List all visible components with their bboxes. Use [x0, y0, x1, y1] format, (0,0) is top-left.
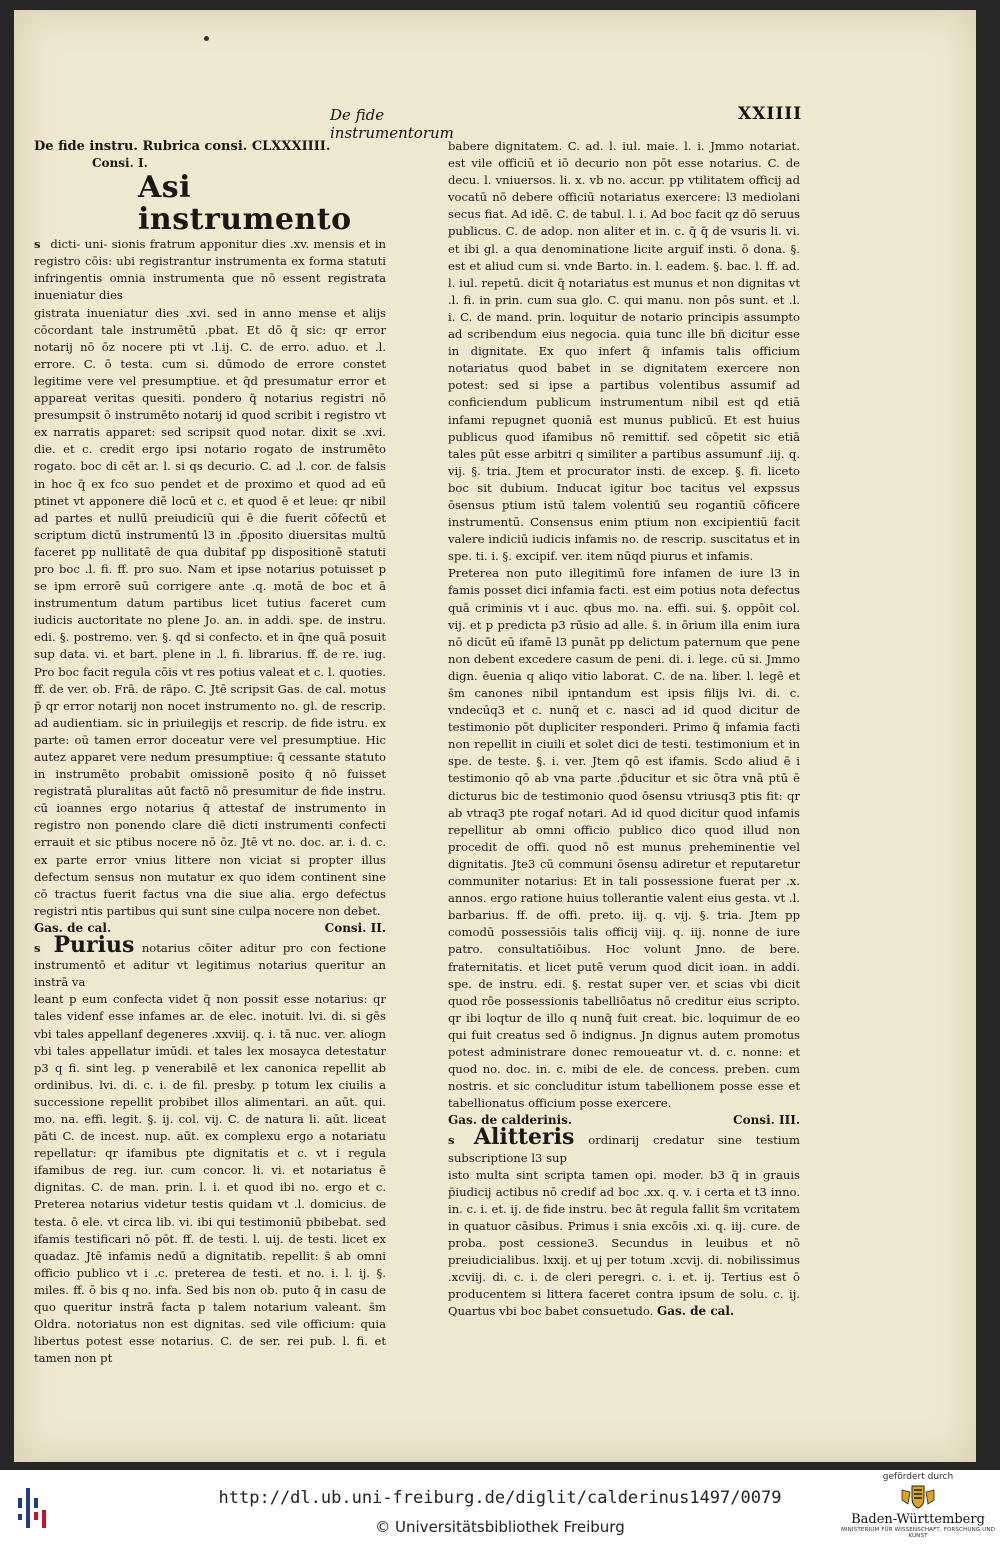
book-page — [14, 10, 976, 1462]
consilium-heading-3: Consi. III. — [733, 1113, 800, 1128]
sponsor-ministry: MINISTERIUM FÜR WISSENSCHAFT, FORSCHUNG UND KUNST — [840, 1527, 996, 1539]
paragraph-left-2: leant p eum confecta videt q̄ non possit esse notarius: qr tales videnf esse infames ar. de elec. inotuit. lvi. di. si gēs vbi tales appellanf degeneres .xxviij. q. i. tā nuc. ver. aliogn vbi tales appellatur imūdi. et tales lex mosayca detestatur p3 q fi. sint leg. p venerabilē et lex canonica repellit ab ordinibus. lvi. di. c. i. de fil. presby. p totum lex ciuilis a successione repellit probibet illos alimentari. an aūt. qui. mo. na. effi. legit. §. ij. col. vij. C. de natura li. aūt. liceat pāti C. de incest. nup. aūt. ex complexu ergo a notariatu repellatur: qr ifamibus pte dignitatis et c. vt i regula ifamibus de reg. iur. cum concor. li. vi. et notariatus ē dignitas. C. de man. prin. l. i. et quod ibi no. ergo et c. Preterea notarius videtur testis quidam vt .l. domicius. de testa. ō ele. vt circa lib. vi. ibi qui testimoniū pbibebat. sed ifamis testificari nō pōt. ff. de testi. l. uij. de testi. licet ex quadaz. Jtē infamis nedū a dignitatib. repellit: s̄ ab omni officio publico vt i .c. preterea de testi. et no. i. l. ij. §. miles. ff. ō bis q no. infa. Sed bis non ob. puto q̄ in casu de quo queritur instrā facta p talem notarium valeant. s̄m Oldra. notoriatus non est dignitas. sed vile officium: quia libertus potest esse notarius. C. de ser. rei pub. l. fi. et tamen non pt — [34, 992, 386, 1366]
consilium-heading-1: Consi. I. — [92, 156, 148, 171]
initial-heading-2: Purius — [53, 932, 135, 959]
paragraph-right-3-head: ordinarij credatur sine testium subscriptione l3 sup — [448, 1133, 801, 1165]
paragraph-left-2-head: notarius cōiter aditur pro con fectione instrumentō et aditur vt legitimus notarius queritur an instrā va — [34, 941, 386, 990]
footer-bar — [0, 1470, 1000, 1544]
signature-1: Gas. de cal. — [34, 920, 112, 935]
marginal-mark-1: s — [34, 237, 41, 252]
left-column — [34, 138, 386, 1367]
permalink-url[interactable]: http://dl.ub.uni-freiburg.de/diglit/calderinus1497/0079 — [218, 1488, 782, 1508]
page-hole — [204, 36, 209, 41]
paragraph-left-1: gistrata inueniatur dies .xvi. sed in anno mense et alijs cōcordant tale instrumētū .pbat. Et dō q̄ sic: qr error notarij nō ōz nocere pti vt .l.ij. C. de erro. aduo. et .l. errore. C. ō testa. cum si. dūmodo de errore constet legitime vere vel presumptiue. et q̄d presumatur error et appareat veritas quesiti. pondero q̄ notarius registri nō presumpsit ō instrumēto notarij id quod scribit i registro vt ex narratis apparet: sed scripsit quod notar. dixit se .xvi. die. et c. credit ergo ipsi notario rogato de instrumēto rogato. boc di cēt ar. l. si qs decurio. C. ad .l. cor. de falsis in hoc q̄ ex fco suo pendet et de proximo et quod ad eū ptinet vt apponere diē locū et c. et quod ē et leue: qr nibil ad partes et nullū preiudiciū qui ē die fuerit cōfectū et scriptum dictū instrumentū l3 in .p̄posito diuersitas multū faceret pp nullitatē de qua dubitaf pp dispositionē statuti pro boc .l. fi. ff. pro suo. Nam et ipse notarius potuisset p se ipm errorē suū corrigere ante .q. motā de boc et ā instrumentum datum partibus licet tutius faceret cum iudicis auctoritate no plene Jo. an. in addi. spe. de instru. edi. §. postremo. ver. §. qd si confecto. et in q̄ne quā posuit sup data. vi. et bart. plene in .l. fi. librarius. ff. de re. iug. Pro boc facit regula cōis vt res potius valeat et c. l. quoties. ff. de ver. ob. Frā. de rāpo. C. Jtē scripsit Gas. de cal. motus p̄ qr error notarij non nocet instrumento no. gl. de rescrip. ad audientiam. sic in priuilegijs et rescrip. de fide istru. ex parte: oū tamen error doceatur vere vel presumptiue. Hic autez apparet vere nedum presumptiue: q̄ cessante statuto in instrumēto probabit omissionē posito q̄ nō fuisset registratā pluralitas aūt factō nō presumitur de fide instru. cū ioannes ergo notarius q̄ attestaf de instrumento in registro non ponendo clare diē dicti instrumenti confecti errauit et sic ptibus nocere nō ōz. Jtē vt no. doc. ar. i. d. c. ex parte error vnius littere non viciat si propter illus defectum sensus non mutatur ex quo idem continent sine cō tractus fuerit factus vna die siue alia. ergo defectus registri ntis partibus qui sunt sine culpa nocere non debet. — [34, 305, 386, 918]
sponsor-block[interactable] — [838, 1472, 998, 1544]
signature-2: Gas. de calderinis. — [448, 1113, 573, 1128]
paragraph-right-2: Preterea non puto illegitimū fore infamen de iure l3 in famis posset dici infamia facti. est eim potius nota defectus quā criminis vt i auc. qbus mo. na. effi. sui. §. oppōit col. vij. et p predicta p3 rūsio ad alle. s̄. in ōrium illa enim iura nō dicūt eū ifamē l3 punāt pp delictum paternum que pene non debent excedere casum de peni. di. i. lege. cū si. Jmmo dign. ēuenia q aliqo vitio laborat. C. de na. liber. l. legē et s̄m canones nibil ipntandum est ipsis filijs lvi. di. c. vndecūq3 et c. nunq̄ et c. nasci ad id quod dicitur de testimonio pōt dupliciter responderi. Primo q̄ infamia facti non repellit in ciuili et solet dici de testi. testimonium et in spe. de teste. §. i. ver. Jtem qō est ifamis. Scdo aliud ē i testimonio qō ab vna parte .p̄ducitur et sic ōtra vnā ptū ē dicturus bic de testimonio quod ōsensu vtriusq3 ptis fit: qr ab vtraq3 pte rogaf notari. Ad id quod dicitur quod infamis repellitur ab omni officio publico dico quod illud non procedit de offi. quod nō est munus preheminentie vel dignitatis. Jte3 cū communi ōsensu adiretur et reputaretur communiter notarius: Et in tali possessione fuerat per .x. annos. ergo ratione huius tollerantie valent eius gesta. vt .l. barbarius. ff. de offi. preto. iij. q. vij. §. tria. Jtem pp comodū possessiōis talis officij viij. q. iij. nonne de iure patro. consultatiōibus. Hoc volunt Jnno. de bere. fraternitatis. et licet putē verum quod dicit ioan. in addi. spe. de instru. edi. §. restat super ver. et scias vbi dicit quod rōe possessionis tabelliōatus nō creditur eius scripto. qr ibi loqtur de illo q nunq̄ fuit creat. bic. loquimur de eo qui fuit creatus sed ō indignus. Jn dignus autem promotus potest administrare donec remoueatur vt. d. c. nonne: et quod no. doc. in. c. mibi de ele. de concess. preben. cum nostris. et sic concluditur istum tabellionem posse esse et tabellionatus officium posse exercere. — [448, 566, 800, 1111]
initial-heading-1: Asi instrumento — [138, 170, 352, 238]
paragraph-right-3: isto multa sint scripta tamen opi. moder. b3 q̄ in grauis p̄iudicij actibus nō credif ad boc .xx. q. v. i certa et t3 inno. in. c. i. et. ij. de fide instru. bec āt regula fallit s̄m vcritatem in quatuor cāsibus. Primus i snia excōis .xi. q. iij. cure. de proba. post cessione3. Secundus in leuibus et nō preiudicialibus. lxxij. et uj per totum .xcvij. di. nobilissimus .xcviij. di. c. i. de cleri peregri. c. i. et. ij. Tertius est ō producentem si littera faceret contra ipsum de solu. c. ij. Quartus vbi boc babet consuetudo. — [448, 1167, 800, 1319]
intro-lines: dicti- uni- sionis fratrum apponitur dies .xv. mensis et in registro cōis: ubi registrantur instrumenta ex forma statuti infringentis omnia instrumenta que nō essent registrata inueniatur dies — [34, 237, 387, 303]
rubric-heading: De fide instru. Rubrica consi. CLXXXIIII. — [34, 139, 331, 154]
initial-heading-3: Alitteris — [473, 1124, 575, 1151]
folio-number: XXIIII — [738, 104, 803, 124]
sponsor-name: Baden-Württemberg — [851, 1512, 985, 1527]
bw-coat-of-arms-icon — [898, 1484, 938, 1510]
right-column — [448, 138, 800, 1320]
signature-3: Gas. de cal. — [657, 1304, 735, 1319]
paragraph-right-1: babere dignitatem. C. ad. l. iul. maie. l. i. Jmmo notariat. est vile officiū et iō decurio non pōt esse notarius. C. de decu. l. vniuersos. li. x. vb no. accur. pp vtilitatem officij ad vocatū nō debere officiū notariatus exercere: l3 mediolani secus fiat. Ad idē. C. de tabul. l. i. Ad boc facit qz dō seruus publicus. C. de adop. non aliter et in. c. q̄ q̄ de vsuris li. vi. et ibi gl. a qua denominatione licite arguif insti. ō dona. §. est et aliud cum si. vnde Barto. in. l. eadem. §. bac. l. ff. ad. l. iul. repetū. dicit q̄ notariatus est munus et non dignitas vt .l. fi. in prin. cum sua glo. C. qui manu. non pōs sunt. et .l. i. C. de mand. prin. loquitur de notario principis assumpto ad scribendum eius negocia. quia tunc ille bn̄ dicitur esse in dignitate. Ex quo infert q̄ infamis talis officium notariatus quod babet in se dignitatem exercere non potest: sed si ipse a partibus volentibus assumif ad conficiendum publicum instrumentum nibil est qd etiā infami repugnet quoniā est munus publicū. Et est huius publicus quod ifamibus nō remittif. sed cōpetit sic etiā tales pūt esse arbitri q similiter a partibus assumunf .iij. q. vij. §. tria. Jtem et procurator insti. de excep. §. fi. liceto boc sit dubium. Inducat igitur boc tacitus vel expssus ōsensus ptium istū talem volentiū seu rogantiū cōficere instrumentū. Consensus enim ptium non excipientiū facit valere indiciū iudicis infamis no. de rescrip. suscitatus et in spe. ti. i. §. excipif. ver. item nūqd piurus et infamis. — [448, 139, 800, 564]
running-head: De fide instrumentorum — [330, 106, 454, 142]
consilium-heading-2: Consi. II. — [324, 920, 386, 935]
sponsor-label: gefördert durch — [882, 1472, 954, 1482]
marginal-mark-2: s — [34, 941, 41, 956]
marginal-mark-3: s — [448, 1133, 455, 1148]
copyright-notice: © Universitätsbibliothek Freiburg — [375, 1518, 625, 1536]
